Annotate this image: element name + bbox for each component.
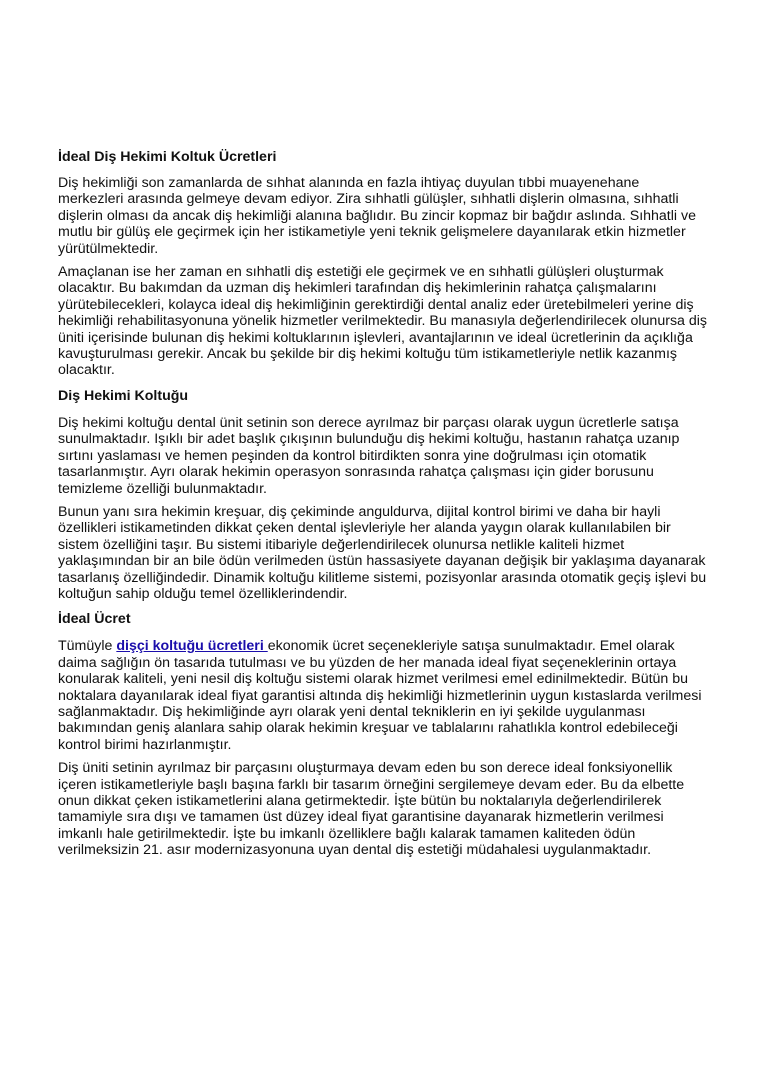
dental-chair-prices-link[interactable]: dişçi koltuğu ücretleri (116, 638, 268, 655)
document-title: İdeal Diş Hekimi Koltuk Ücretleri (58, 149, 277, 165)
heading-ideal-price: İdeal Ücret (58, 611, 131, 628)
paragraph-aim: Amaçlanan ise her zaman en sıhhatli diş estetiği ele geçirmek ve en sıhhatli gülüşleri oluşturmak olacaktır. Bu bakımdan da uzman diş hekimleri tarafından diş hekimlerinin rahatça çalışmalarını yürütebilecekleri, kolayca ideal diş hekimliğinin gerektirdiği dental analiz eder üretebilmeleri yerine diş hekimliği rehabilitasyonuna yönelik hizmetler verilmektedir. Bu manasıyla değerlendirilecek olunursa diş üniti içerisinde bulunan diş hekimi koltuklarının işlevleri, avantajlarının ve ideal ücretlerinin da açıklığa kavuşturulması gerekir. Ancak bu şekilde bir diş hekimi koltuğu tüm istikametleriyle netlik kazanmış olacaktır. (58, 264, 708, 379)
paragraph-price-post: ekonomik ücret seçenekleriyle satışa sunulmaktadır. Emel olarak daima sağlığın ön tasarıda tutulması ve bu yüzden de her manada ideal fiyat seçeneklerinin ortaya konularak kaliteli, yeni nesil diş koltuğu sistemi olarak hizmet verilmesi emel edinilmektedir. Bütün bu noktalara dayanılarak ideal fiyat garantisi altında diş hekimliği hizmetlerinin uygun kıstaslarda verilmesi sağlanmaktadır. Diş hekimliğinde ayrı olarak yeni dental tekniklerin en iyi şekilde uygulanması bakımından geniş alanlara sahip olarak hekimin kreşuar ve tablalarını rahatlıkla kontrol edebileceği kontrol birimi hazırlanmıştır. (58, 638, 702, 753)
paragraph-chair-features: Bunun yanı sıra hekimin kreşuar, diş çekiminde anguldurva, dijital kontrol birimi ve daha bir hayli özellikleri istikametinden dikkat çeken dental işlevleriyle her alanda yaygın olarak kullanılabilen bir sistem özelliğini taşır. Bu sistemi itibariyle değerlendirilecek olunursa netlikle kaliteli hizmet yaklaşımından bir an bile ödün verilmeden üstün hassasiyete dayanan değişik bir yaklaşıma dayanarak tasarlanış özelliğindedir. Dinamik koltuğu kilitleme sistemi, pozisyonlar arasında otomatik geçiş işlevi bu koltuğun sahip olduğu temel özelliklerindendir. (58, 503, 707, 602)
heading-dental-chair: Diş Hekimi Koltuğu (58, 387, 189, 404)
paragraph-price (58, 638, 708, 753)
paragraph-conclusion: Diş üniti setinin ayrılmaz bir parçasını oluşturmaya devam eden bu son derece ideal fonksiyonellik içeren istikametleriyle başlı başına farklı bir tasarım örneğini sergilemeye devam eder. Bu da elbette onun dikkat çeken istikametlerini alana getirmektedir. İşte bütün bu noktalarıyla değerlendirilerek tamamiyle sıra dışı ve tamamen üst düzey ideal fiyat garantisine dayanarak hizmetlerin verilmesi imkanlı hale getirilmektedir. İşte bu imkanlı özelliklere bağlı kalarak tamamen kaliteden ödün verilmeksizin 21. asır modernizasyonuna uyan dental diş estetiği müdahalesi uygulanmaktadır. (58, 760, 685, 859)
paragraph-intro: Diş hekimliği son zamanlarda de sıhhat alanında en fazla ihtiyaç duyulan tıbbi muayenehane merkezleri arasında gelmeye devam ediyor. Zira sıhhatli gülüşler, sıhhatli dişlerin olmasına, sıhhatli dişlerin olması da ancak diş hekimliği alanına bağlıdır. Bu zincir kopmaz bir bağdır aslında. Sıhhatli ve mutlu bir gülüş ele geçirmek için her istikametiyle yeni teknik gelişmelere dayanılarak etkin hizmetler yürütülmektedir. (58, 175, 696, 257)
paragraph-chair-description: Diş hekimi koltuğu dental ünit setinin son derece ayrılmaz bir parçası olarak uygun ücretlerle satışa sunulmaktadır. Işıklı bir adet başlık çıkışının bulunduğu diş hekimi koltuğu, hastanın rahatça uzanıp sırtını yaslaması ve hemen peşinden da kontrol bitirdikten sonra yine doğrulması için otomatik tasarlanmıştır. Ayrı olarak hekimin operasyon sonrasında rahatça çalışması için gider borusunu temizleme özelliği bulunmaktadır. (58, 414, 680, 497)
paragraph-price-pre: Tümüyle (58, 638, 117, 655)
